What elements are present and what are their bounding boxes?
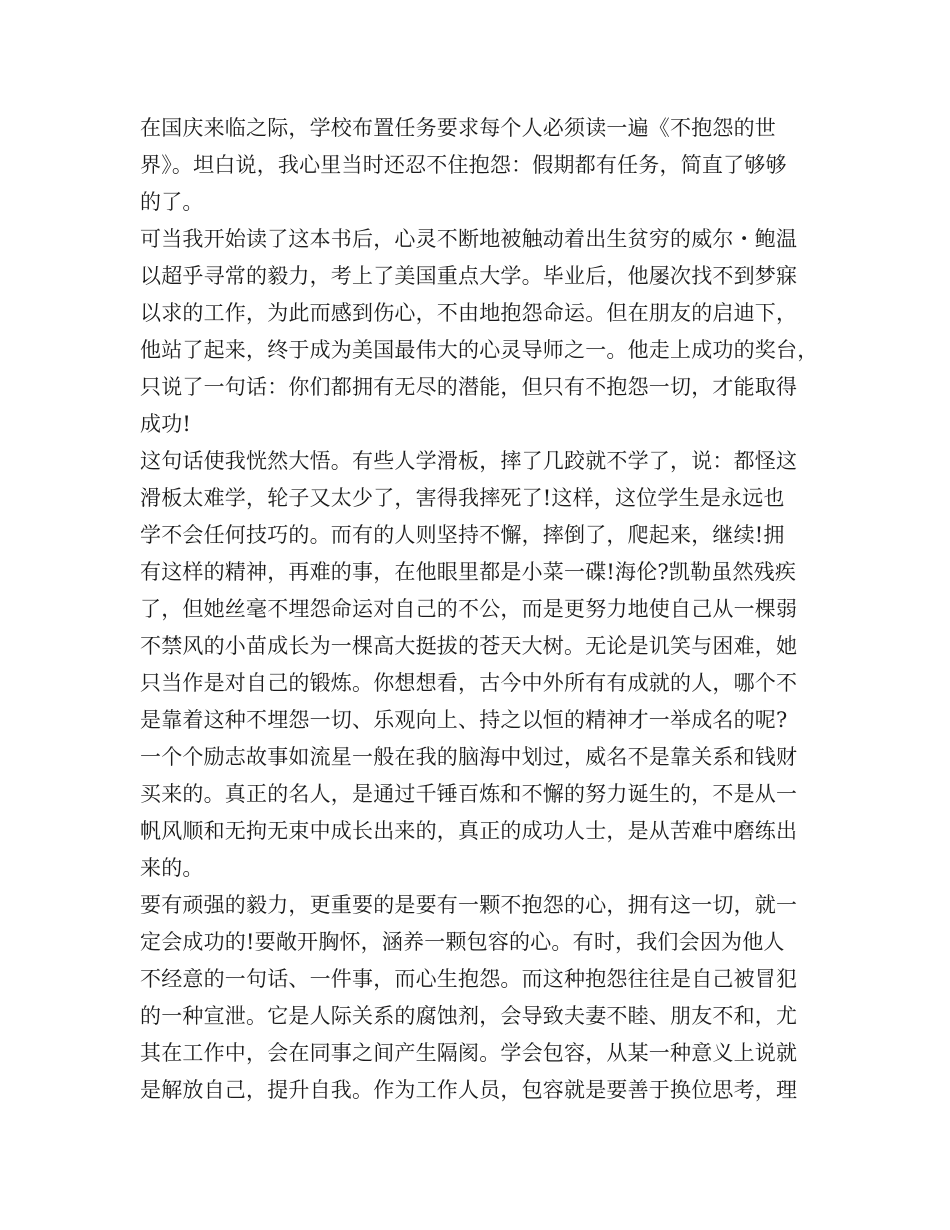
text-line: 有这样的精神，再难的事，在他眼里都是小菜一碟!海伦?凯勒虽然残疾 — [140, 560, 797, 584]
text-line: 不经意的一句话、一件事，而心生抱怨。而这种抱怨往往是自己被冒犯 — [140, 967, 798, 991]
document-body — [140, 110, 830, 1109]
text-line: 这句话使我恍然大悟。有些人学滑板，摔了几跤就不学了，说：都怪这 — [140, 449, 798, 473]
text-line: 只当作是对自己的锻炼。你想想看，古今中外所有有成就的人，哪个不 — [140, 671, 798, 695]
text-line: 可当我开始读了这本书后，心灵不断地被触动着出生贫穷的威尔・鲍温 — [140, 227, 798, 251]
text-line: 以超乎寻常的毅力，考上了美国重点大学。毕业后，他屡次找不到梦寐 — [140, 264, 798, 288]
text-line: 定会成功的!要敞开胸怀，涵养一颗包容的心。有时，我们会因为他人 — [140, 930, 785, 954]
text-line: 是解放自己，提升自我。作为工作人员，包容就是要善于换位思考，理 — [140, 1078, 798, 1102]
text-line: 的一种宣泄。它是人际关系的腐蚀剂，会导致夫妻不睦、朋友不和，尤 — [140, 1004, 798, 1028]
text-line: 界》。坦白说，我心里当时还忍不住抱怨：假期都有任务，简直了够够 — [140, 153, 787, 177]
text-line: 不禁风的小苗成长为一棵高大挺拔的苍天大树。无论是讥笑与困难，她 — [140, 634, 798, 658]
text-line: 帆风顺和无拘无束中成长出来的，真正的成功人士，是从苦难中磨练出 — [140, 819, 798, 843]
text-line: 其在工作中，会在同事之间产生隔阂。学会包容，从某一种意义上说就 — [140, 1041, 798, 1065]
text-line: 在国庆来临之际，学校布置任务要求每个人必须读一遍《不抱怨的世 — [140, 116, 776, 140]
text-line: 是靠着这种不埋怨一切、乐观向上、持之以恒的精神才一举成名的呢? — [140, 708, 788, 732]
text-line: 了，但她丝毫不埋怨命运对自己的不公，而是更努力地使自己从一棵弱 — [140, 597, 798, 621]
text-line: 以求的工作，为此而感到伤心，不由地抱怨命运。但在朋友的启迪下， — [140, 301, 798, 325]
text-line: 买来的。真正的名人，是通过千锤百炼和不懈的努力诞生的，不是从一 — [140, 782, 798, 806]
text-line: 滑板太难学，轮子又太少了，害得我摔死了!这样，这位学生是永远也 — [140, 486, 785, 510]
text-line: 要有顽强的毅力，更重要的是要有一颗不抱怨的心，拥有这一切，就一 — [140, 893, 798, 917]
text-line: 只说了一句话：你们都拥有无尽的潜能，但只有不抱怨一切，才能取得 — [140, 375, 798, 399]
text-line: 成功! — [140, 412, 192, 436]
text-line: 来的。 — [140, 856, 204, 880]
text-line: 的了。 — [140, 190, 204, 214]
text-line: 一个个励志故事如流星一般在我的脑海中划过，威名不是靠关系和钱财 — [140, 745, 798, 769]
text-line: 他站了起来，终于成为美国最伟大的心灵导师之一。他走上成功的奖台， — [140, 338, 819, 362]
text-line: 学不会任何技巧的。而有的人则坚持不懈，摔倒了，爬起来，继续!拥 — [140, 523, 785, 547]
